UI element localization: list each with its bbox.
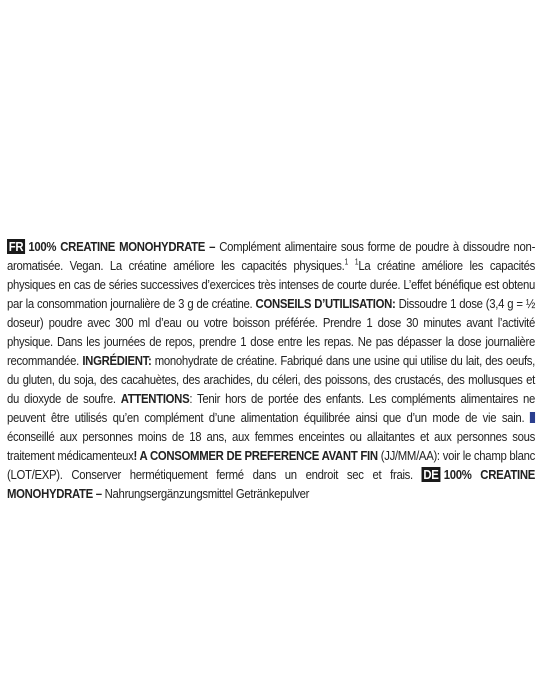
- warning-text2-fr: éconseillé aux personnes moins de 18 ans, aux femmes enceintes ou allaitantes et aux personnes sous traitement médicamenteux: [7, 429, 536, 463]
- claim-fr: La créatine améliore les capacités physiques en cas de séries successives d’exercices très intenses de courte durée. L’effet bénéfique est obtenu par la consommation journalière de 3 g de créatine.: [7, 258, 536, 311]
- usage-text-fr: Dissoudre 1 dose (3,4 g = ½ doseur) poudre avec 300 ml d’eau ou votre boisson préférée. Prendre 1 dose 30 minutes avant l’activité physique. Dans les journées de repos, prendre 1 dose entre les repas. Ne pas dépasser la dose journalière recommandée.: [7, 296, 536, 368]
- warning-end-fr: !: [133, 448, 138, 463]
- intro-fr: Complément alimentaire sous forme de poudre à dissoudre non-aromatisée. Vegan. La créatine améliore les capacités physiques.: [7, 239, 536, 273]
- superscript-1: 1: [344, 257, 349, 267]
- warning-heading-fr: ATTENTIONS: [120, 391, 190, 406]
- intro-de: Nahrungsergänzungsmittel Getränkepulver: [101, 486, 310, 501]
- highlight-mark: [530, 412, 535, 423]
- product-title-de: 100% CREATINE MONOHYDRATE –: [7, 467, 536, 501]
- superscript-2: 1: [354, 257, 359, 267]
- ingredient-heading-fr: INGRÉDIENT:: [82, 353, 152, 368]
- lang-badge-de: DE: [423, 467, 439, 482]
- lang-badge-fr: FR: [8, 239, 24, 254]
- bbd-text-fr: (JJ/MM/AA): voir le champ blanc (LOT/EXP). Conserver hermétiquement fermé dans un endroit sec et frais.: [7, 448, 536, 482]
- usage-heading-fr: CONSEILS D’UTILISATION:: [255, 296, 396, 311]
- label-text-block: [7, 237, 535, 503]
- product-title-fr: 100% CREATINE MONOHYDRATE –: [28, 239, 216, 254]
- bbd-heading-fr: A CONSOMMER DE PREFERENCE AVANT FIN: [137, 448, 378, 463]
- warning-text-fr: : Tenir hors de portée des enfants. Les compléments alimentaires ne peuvent être utilisés qu’en complément d’une alimentation équilibrée ainsi que d’un mode de vie sain.: [7, 391, 536, 425]
- ingredient-text-fr: monohydrate de créatine. Fabriqué dans une usine qui utilise du lait, des oeufs, du gluten, du soja, des cacahuètes, des arachides, du céleri, des poissons, des crustacés, des mollusques et du dioxyde de soufre.: [7, 353, 536, 406]
